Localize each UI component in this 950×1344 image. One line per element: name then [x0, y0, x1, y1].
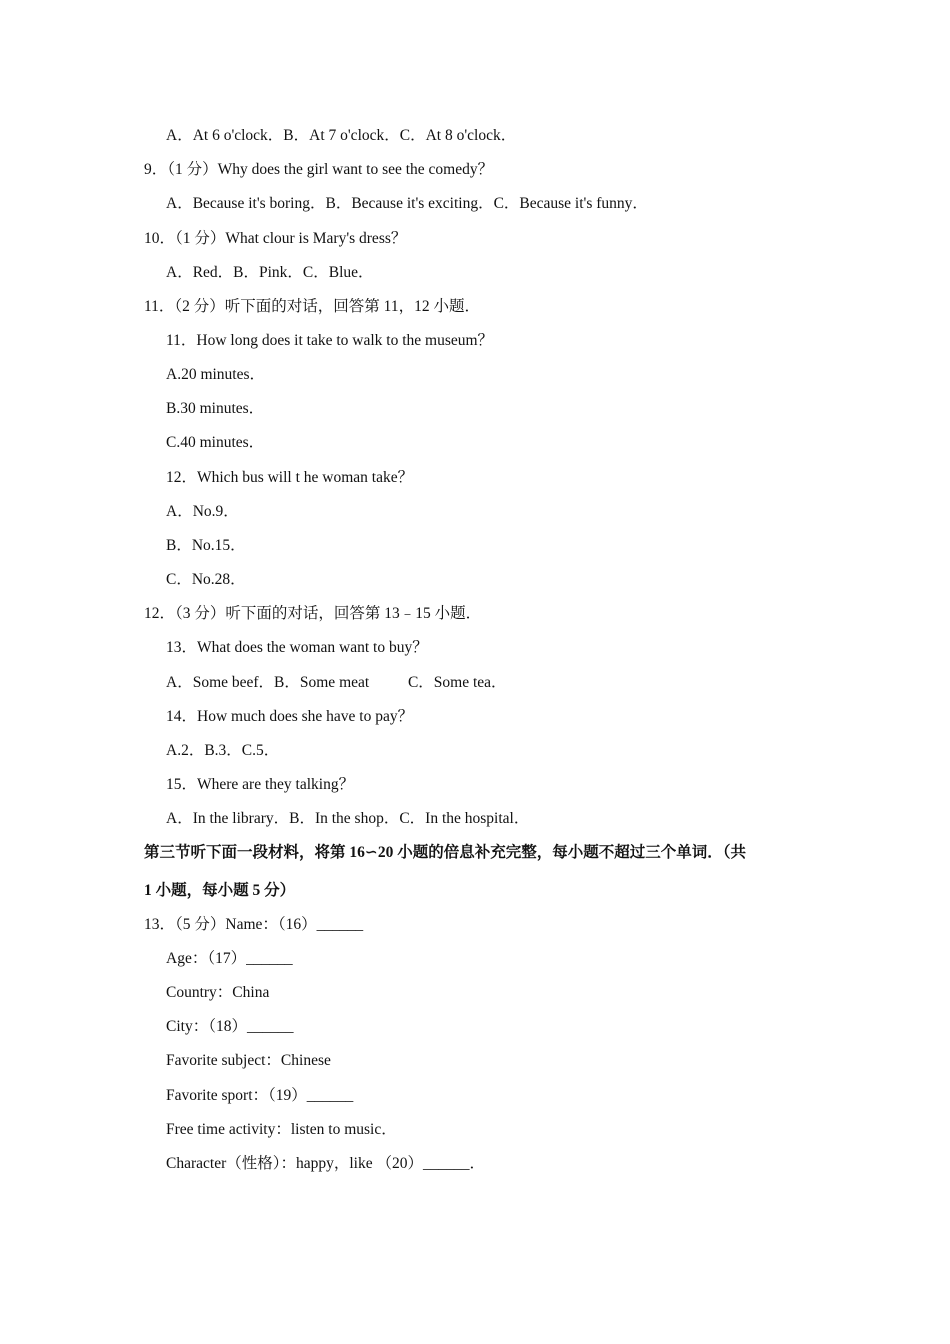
age-field: Age：（17）______: [166, 950, 293, 967]
q10-options: A．Red．B．Pink．C．Blue．: [166, 264, 374, 281]
q11-instruction: 11．（2 分）听下面的对话，回答第 11，12 小题．: [144, 298, 480, 315]
character-field: Character（性格）：happy，like （20）______．: [166, 1155, 485, 1172]
q12-instruction: 12．（3 分）听下面的对话，回答第 13﹣15 小题．: [144, 605, 482, 622]
sub14-question: 14．How much does she have to pay？: [166, 708, 414, 725]
section3-heading: 第三节听下面一段材料，将第 16∽20 小题的倍息补充完整，每小题不超过三个单词．（共: [144, 844, 746, 861]
q13-name-field: 13．（5 分）Name：（16）______: [144, 916, 364, 933]
sub11-option-c: C.40 minutes．: [166, 434, 265, 451]
sub12-option-a: A．No.9．: [166, 503, 239, 520]
sub12-option-b: B．No.15．: [166, 537, 246, 554]
sub13-options: A．Some beef．B．Some meat C．Some tea．: [166, 674, 507, 691]
free-time-field: Free time activity：listen to music．: [166, 1121, 397, 1138]
city-field: City：（18）______: [166, 1018, 294, 1035]
sub13-question: 13．What does the woman want to buy？: [166, 639, 428, 656]
sub14-options: A.2．B.3．C.5．: [166, 742, 280, 759]
section3-heading-cont: 1 小题，每小题 5 分）: [144, 882, 296, 899]
sub15-question: 15．Where are they talking？: [166, 776, 355, 793]
q9-question: 9．（1 分）Why does the girl want to see the comedy？: [144, 161, 494, 178]
q10-question: 10．（1 分）What clour is Mary's dress？: [144, 230, 407, 247]
sub11-question: 11．How long does it take to walk to the museum？: [166, 332, 494, 349]
q9-options: A．Because it's boring．B．Because it's exciting．C．Because it's funny．: [166, 195, 648, 212]
sub11-option-b: B.30 minutes．: [166, 400, 265, 417]
sub15-options: A．In the library．B．In the shop．C．In the hospital．: [166, 810, 530, 827]
q8-options: A．At 6 o'clock．B．At 7 o'clock．C．At 8 o'clock．: [166, 127, 517, 144]
favorite-subject-field: Favorite subject：Chinese: [166, 1052, 331, 1069]
sub12-option-c: C．No.28．: [166, 571, 246, 588]
country-field: Country：China: [166, 984, 270, 1001]
sub12-question: 12．Which bus will t he woman take？: [166, 469, 414, 486]
favorite-sport-field: Favorite sport：（19）______: [166, 1087, 354, 1104]
sub11-option-a: A.20 minutes．: [166, 366, 266, 383]
